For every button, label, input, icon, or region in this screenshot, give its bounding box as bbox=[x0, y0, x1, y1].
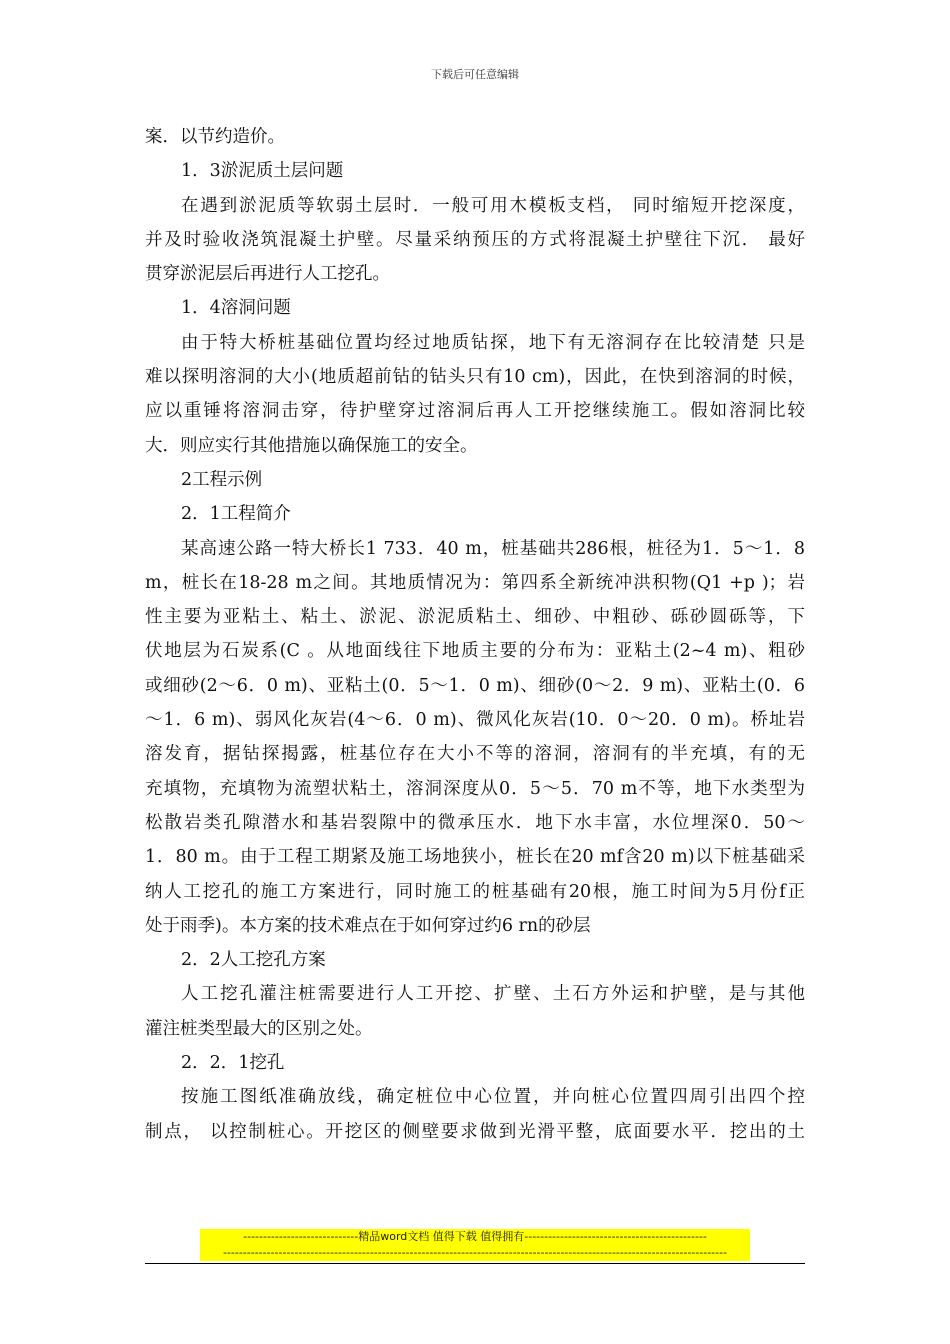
text-line: 1．3淤泥质土层问题 bbox=[181, 161, 344, 182]
text-line: 案．以节约造价。 bbox=[145, 127, 285, 147]
text-line: m，桩长在18-28 m之间。其地质情况为：第四系全新统冲洪积物(Q1 +p )；岩 bbox=[145, 572, 805, 593]
text-line: 贯穿淤泥层后再进行人工挖孔。 bbox=[145, 264, 390, 285]
text-line: 性主要为亚粘土、粘土、淤泥、淤泥质粘土、细砂、中粗砂、砾砂圆砾等，下 bbox=[145, 607, 805, 628]
footer-banner-line-2: ------------------------------------------------------------------------------------------------------------------------------- bbox=[222, 1246, 728, 1259]
text-line: 溶发育，据钻探揭露，桩基位存在大小不等的溶洞，溶洞有的半充填，有的无 bbox=[145, 744, 805, 765]
text-line: 某高速公路一特大桥长1 733．40 m，桩基础共286根，桩径为1．5～1．8 bbox=[181, 538, 805, 559]
text-line: 松散岩类孔隙潜水和基岩裂隙中的微承压水．地下水丰富，水位埋深0．50～ bbox=[145, 812, 805, 833]
text-line: 人工挖孔灌注桩需要进行人工开挖、扩壁、土石方外运和护壁，是与其他 bbox=[181, 984, 805, 1005]
text-line: 制点， 以控制桩心。开挖区的侧壁要求做到光滑平整，底面要水平．挖出的土 bbox=[145, 1121, 805, 1142]
text-line: 灌注桩类型最大的区别之处。 bbox=[145, 1018, 373, 1039]
text-line: 在遇到淤泥质等软弱土层时．一般可用木模板支档， 同时缩短开挖深度， bbox=[181, 195, 805, 216]
text-line: 并及时验收浇筑混凝土护壁。尽量采纳预压的方式将混凝土护壁往下沉． 最好 bbox=[145, 229, 805, 250]
text-line: 1．80 m。由于工程工期紧及施工场地狭小，桩长在20 mf含20 m)以下桩基础采 bbox=[145, 847, 805, 868]
text-line: 难以探明溶洞的大小(地质超前钻的钻头只有10 cm)，因此，在快到溶洞的时候， bbox=[145, 367, 805, 388]
footer-banner-line-1: -----------------------------精品word文档 值得下载 值得拥有---------------------------------------------- bbox=[243, 1230, 707, 1243]
text-line: 充填物，充填物为流塑状粘土，溶洞深度从0．5～5．70 m不等，地下水类型为 bbox=[145, 778, 805, 799]
document-body bbox=[145, 120, 805, 1149]
text-line: 伏地层为石炭系(C 。从地面线往下地质主要的分布为：亚粘土(2~4 m)、粗砂 bbox=[145, 641, 805, 662]
footer-divider bbox=[145, 1263, 805, 1264]
text-line: 由于特大桥桩基础位置均经过地质钻探，地下有无溶洞存在比较清楚 只是 bbox=[181, 332, 805, 353]
text-line: 纳人工挖孔的施工方案进行，同时施工的桩基础有20根，施工时间为5月份f正 bbox=[145, 881, 805, 902]
text-line: 或细砂(2～6．0 m)、亚粘土(0．5～1．0 m)、细砂(0～2．9 m)、亚粘土(0．6 bbox=[145, 675, 805, 696]
text-line: 2．2人工挖孔方案 bbox=[181, 950, 326, 971]
text-line: 2．1工程简介 bbox=[181, 504, 291, 525]
page-header: 下载后可任意编辑 bbox=[431, 68, 519, 81]
text-line: ～1．6 m)、弱风化灰岩(4～6．0 m)、微风化灰岩(10．0～20．0 m)。桥址岩 bbox=[145, 710, 805, 731]
text-line: 大．则应实行其他措施以确保施工的安全。 bbox=[145, 435, 478, 456]
text-line: 处于雨季)。本方案的技术难点在于如何穿过约6 rn的砂层 bbox=[145, 915, 591, 936]
footer-banner bbox=[200, 1229, 750, 1261]
text-line: 2．2．1挖孔 bbox=[181, 1053, 285, 1074]
text-line: 1．4溶洞问题 bbox=[181, 298, 291, 319]
text-line: 按施工图纸准确放线，确定桩位中心位置，并向桩心位置四周引出四个控 bbox=[181, 1087, 805, 1108]
text-line: 2工程示例 bbox=[181, 469, 263, 490]
text-line: 应以重锤将溶洞击穿，待护壁穿过溶洞后再人工开挖继续施工。假如溶洞比较 bbox=[145, 401, 805, 422]
